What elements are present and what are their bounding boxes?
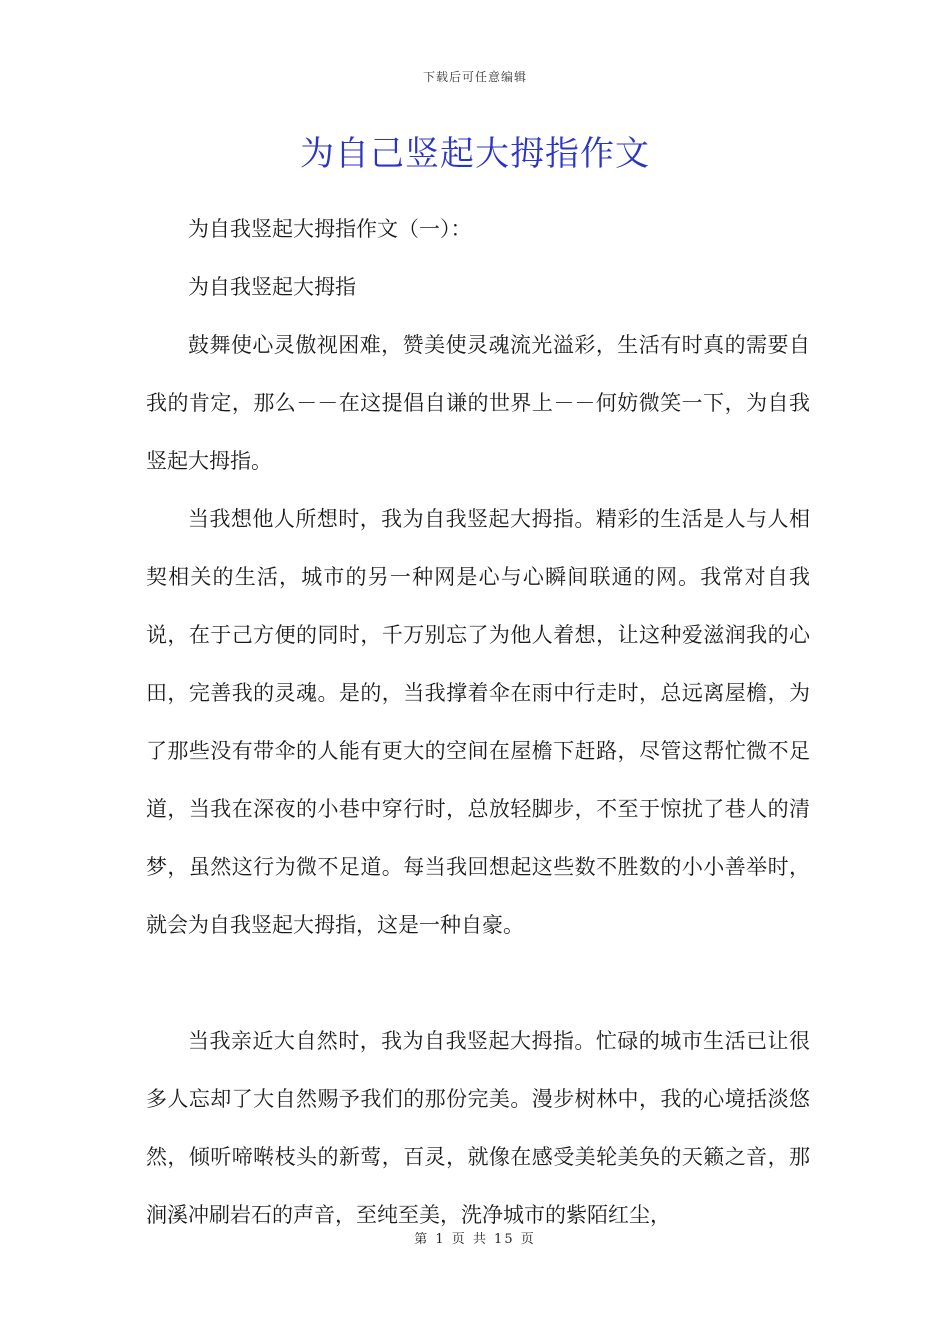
paragraph: 鼓舞使心灵傲视困难，赞美使灵魂流光溢彩，生活有时真的需要自我的肯定，那么－－在这提倡自谦的世界上－－何妨微笑一下，为自我竖起大拇指。	[146, 333, 810, 473]
essay-subtitle: 为自我竖起大拇指	[188, 275, 356, 299]
page-number-footer: 第 1 页 共 15 页	[414, 1232, 536, 1247]
header-note: 下载后可任意编辑	[422, 70, 527, 84]
section-heading: 为自我竖起大拇指作文（一）：	[188, 217, 472, 241]
paragraph: 当我想他人所想时，我为自我竖起大拇指。精彩的生活是人与人相契相关的生活，城市的另一种网是心与心瞬间联通的网。我常对自我说，在于己方便的同时，千万别忘了为他人着想，让这种爱滋润我的心田，完善我的灵魂。是的，当我撑着伞在雨中行走时，总远离屋檐，为了那些没有带伞的人能有更大的空间在屋檐下赶路，尽管这帮忙微不足道，当我在深夜的小巷中穿行时，总放轻脚步，不至于惊扰了巷人的清梦，虽然这行为微不足道。每当我回想起这些数不胜数的小小善举时，就会为自我竖起大拇指，这是一种自豪。	[146, 507, 810, 937]
document-body	[146, 200, 810, 1244]
paragraph: 当我亲近大自然时，我为自我竖起大拇指。忙碌的城市生活已让很多人忘却了大自然赐予我们的那份完美。漫步树林中，我的心境括淡悠然，倾听啼啭枝头的新莺，百灵，就像在感受美轮美奂的天籁之音，那涧溪冲刷岩石的声音，至纯至美，洗净城市的紫陌红尘，	[146, 1029, 810, 1227]
document-title: 为自己竖起大拇指作文	[300, 134, 650, 174]
